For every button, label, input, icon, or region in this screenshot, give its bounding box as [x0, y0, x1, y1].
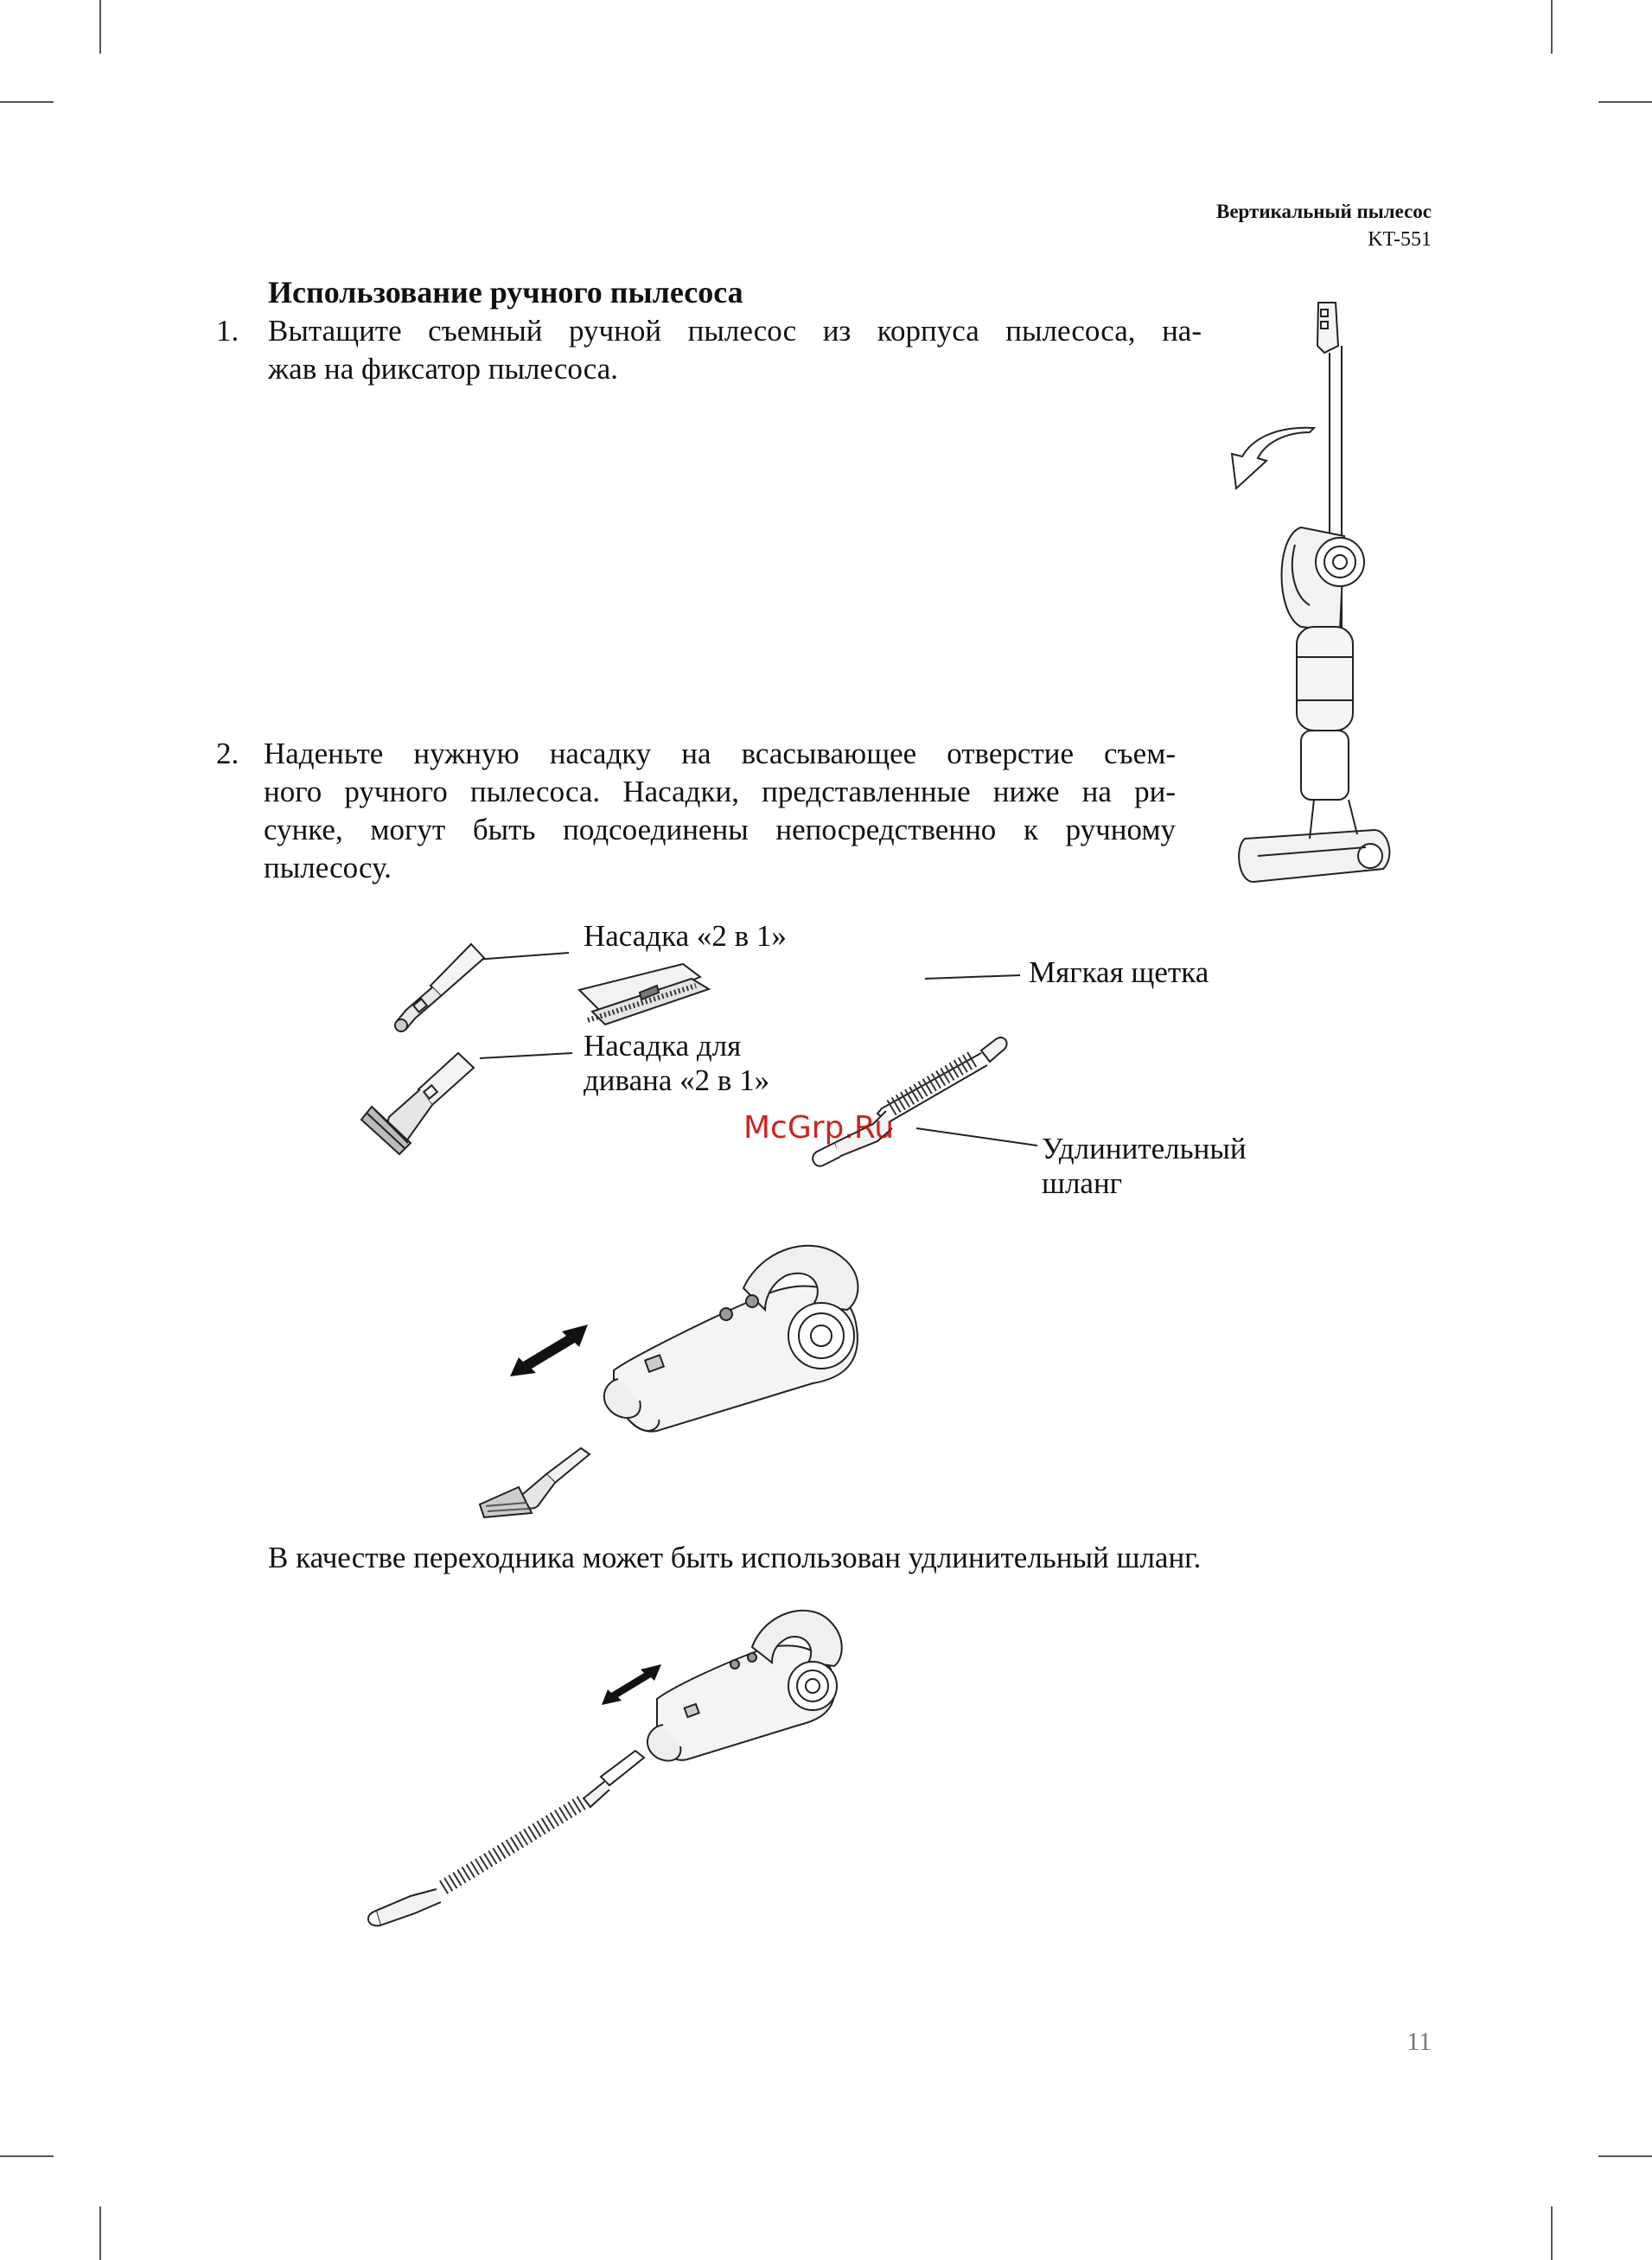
step-text-line: Наденьте нужную насадку на всасывающее отверстие съем-: [264, 737, 1176, 770]
handheld-hose-illustration: [359, 1604, 877, 1924]
crop-mark: [1551, 0, 1553, 54]
label-soft-brush: Мягкая щетка: [1029, 955, 1209, 989]
accessories-illustration: [346, 916, 1124, 1210]
step-text-line: ного ручного пылесоса. Насадки, представленные ниже на ри-: [264, 775, 1176, 808]
page-number: 11: [1406, 2027, 1432, 2056]
crop-mark: [99, 0, 101, 54]
step-2: [216, 735, 1176, 887]
double-arrow-icon: [506, 1323, 592, 1383]
label-nozzle-2in1: Насадка «2 в 1»: [584, 919, 787, 953]
crop-mark: [1598, 101, 1652, 103]
handheld-attach-illustration: [432, 1228, 882, 1513]
sofa-nozzle-drawing: [361, 1053, 474, 1154]
step-text-line: жав на фиксатор пылесоса.: [268, 352, 618, 386]
double-arrow-icon: [599, 1662, 664, 1709]
label-line: дивана «2 в 1»: [584, 1063, 770, 1097]
nozzle-2in1-drawing: [395, 944, 484, 1031]
step-number: 1.: [216, 314, 239, 348]
step-text-line: Вытащите съемный ручной пылесос из корпуса пылесоса, на-: [268, 314, 1202, 348]
rotate-arrow-icon: [1228, 428, 1331, 497]
step-text-line: пылесосу.: [264, 851, 392, 884]
extension-hose-drawing: [813, 1037, 1006, 1166]
section-title: Использование ручного пылесоса: [268, 275, 743, 310]
crop-mark: [1598, 2155, 1652, 2157]
adapter-note: В качестве переходника может быть использован удлинительный шланг.: [268, 1541, 1202, 1574]
step-1: [216, 312, 1202, 388]
step-number: 2.: [216, 737, 239, 770]
label-line: Насадка для: [584, 1029, 742, 1063]
crop-mark: [99, 2206, 101, 2260]
header-model: KT-551: [1368, 228, 1432, 251]
label-line: шланг: [1042, 1166, 1123, 1200]
header-product-title: Вертикальный пылесос: [1216, 201, 1432, 222]
step-text-line: сунке, могут быть подсоединены непосредственно к ручному: [264, 813, 1176, 846]
crop-mark: [0, 101, 54, 103]
crop-mark: [0, 2155, 54, 2157]
crop-mark: [1551, 2206, 1553, 2260]
watermark: McGrp.Ru: [743, 1110, 895, 1146]
label-line: Удлинительный: [1042, 1132, 1247, 1165]
upright-vacuum-illustration: [1228, 285, 1418, 908]
soft-brush-drawing: [579, 964, 709, 1025]
